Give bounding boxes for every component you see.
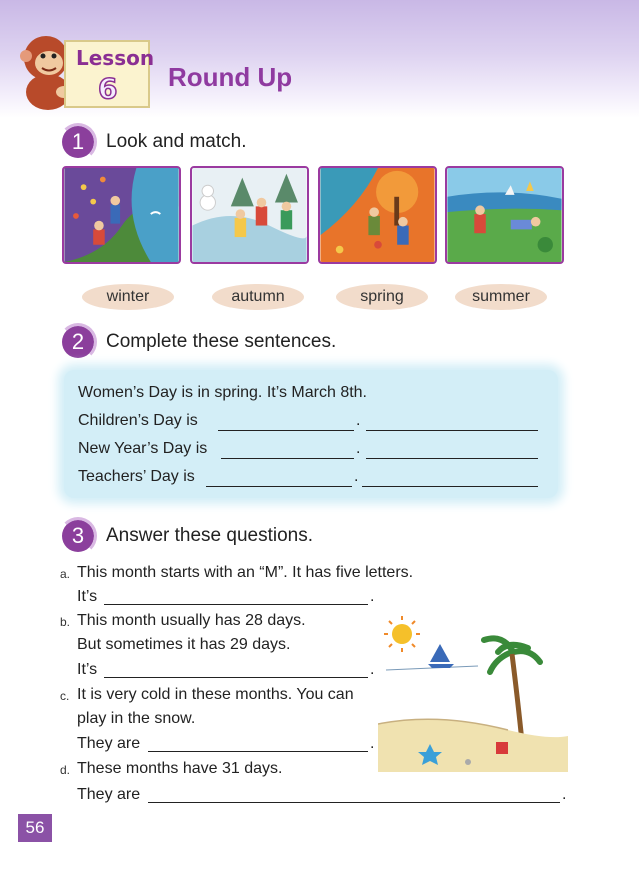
blank-childrens-day-1[interactable]	[218, 430, 354, 431]
section-2-title: Complete these sentences.	[106, 331, 337, 352]
snowy-skating-picture	[190, 166, 309, 264]
period: .	[356, 440, 361, 457]
question-d-answer-label: They are	[77, 786, 141, 803]
sailboat-icon	[430, 644, 450, 662]
question-c-letter: c.	[60, 689, 70, 703]
question-b-answer-label: It’s	[77, 661, 98, 678]
answer-d-blank[interactable]	[148, 802, 560, 803]
sun-icon	[384, 616, 420, 652]
word-summer: summer	[455, 284, 547, 310]
question-a-text: This month starts with an “M”. It has five letters.	[77, 564, 414, 581]
page-title: Round Up	[168, 62, 293, 92]
question-a-answer-label: It’s	[77, 588, 98, 605]
question-b-text-2: But sometimes it has 29 days.	[77, 636, 291, 653]
question-b-text-1: This month usually has 28 days.	[77, 612, 306, 629]
section-3-number: 3	[62, 520, 94, 552]
blank-childrens-day-2[interactable]	[366, 430, 538, 431]
question-c-text-1: It is very cold in these months. You can	[77, 686, 354, 703]
question-a-letter: a.	[60, 567, 71, 581]
answer-b-blank[interactable]	[104, 677, 368, 678]
word-spring: spring	[336, 284, 428, 310]
sentence-teachers-day: Teachers’ Day is	[78, 468, 195, 485]
period: .	[370, 735, 375, 752]
sentence-childrens-day: Children’s Day is	[78, 412, 198, 429]
lesson-label: Lesson	[76, 46, 155, 70]
word-autumn: autumn	[212, 284, 304, 310]
question-d-letter: d.	[60, 763, 71, 777]
question-b-letter: b.	[60, 615, 71, 629]
orange-trees-picture	[318, 166, 437, 264]
section-3-title: Answer these questions.	[106, 525, 314, 546]
section-1-number: 1	[62, 126, 94, 158]
answer-a-blank[interactable]	[104, 604, 368, 605]
question-c-text-2: play in the snow.	[77, 710, 196, 727]
period: .	[370, 588, 375, 605]
example-sentence: Women’s Day is in spring. It’s March 8th.	[78, 384, 367, 401]
lesson-number: 6	[98, 72, 118, 105]
word-winter: winter	[82, 284, 174, 310]
period: .	[370, 661, 375, 678]
bucket-icon	[496, 742, 508, 754]
question-d-text: These months have 31 days.	[77, 760, 283, 777]
answer-c-blank[interactable]	[148, 751, 368, 752]
blank-teachers-day-2[interactable]	[362, 486, 538, 487]
lesson-badge	[64, 40, 155, 108]
section-1-title: Look and match.	[106, 131, 247, 152]
period: .	[356, 412, 361, 429]
question-c-answer-label: They are	[77, 735, 141, 752]
flying-kite-picture	[445, 166, 564, 264]
children-by-lake-autumn-picture	[62, 166, 181, 264]
blank-new-years-day-2[interactable]	[366, 458, 538, 459]
period: .	[562, 786, 567, 803]
beach-scene-picture	[378, 612, 568, 772]
section-2-number: 2	[62, 326, 94, 358]
sentence-new-years-day: New Year’s Day is	[78, 440, 208, 457]
blank-new-years-day-1[interactable]	[221, 458, 354, 459]
blank-teachers-day-1[interactable]	[206, 486, 352, 487]
page-number: 56	[18, 814, 52, 842]
period: .	[354, 468, 359, 485]
